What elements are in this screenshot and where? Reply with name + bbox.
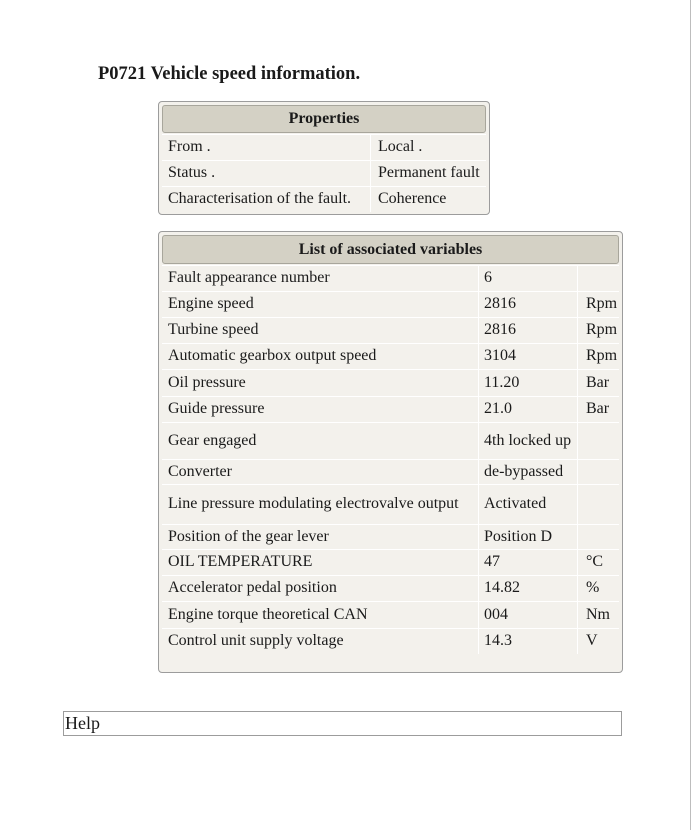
variable-row — [162, 628, 619, 654]
help-field[interactable]: Help — [63, 711, 622, 736]
variable-value: 21.0 — [484, 400, 512, 417]
variable-name: Guide pressure — [168, 400, 265, 417]
page-edge-rule — [690, 0, 691, 830]
variable-name: Engine torque theoretical CAN — [168, 605, 368, 623]
variable-row — [162, 524, 619, 549]
variable-value: Position D — [484, 527, 553, 545]
variable-row — [162, 575, 619, 601]
variable-row — [162, 601, 619, 628]
variable-row — [162, 549, 619, 575]
variable-name: Automatic gearbox output speed — [168, 347, 377, 364]
variable-name: Control unit supply voltage — [168, 632, 344, 649]
property-label: From . — [168, 138, 211, 155]
variable-value: 14.3 — [484, 632, 512, 649]
property-label: Characterisation of the fault. — [168, 190, 352, 207]
variable-name: Accelerator pedal position — [168, 579, 337, 596]
variable-unit — [578, 422, 619, 459]
variables-panel — [158, 231, 623, 673]
variable-value: 47 — [484, 553, 500, 570]
properties-panel — [158, 101, 490, 215]
variable-value: 11.20 — [484, 373, 520, 391]
variable-unit: V — [586, 632, 598, 649]
variable-unit — [578, 265, 619, 291]
variable-row — [162, 484, 619, 524]
variable-unit: Rpm — [586, 347, 618, 364]
variable-value: 004 — [484, 605, 508, 623]
variable-row — [162, 459, 619, 484]
variable-unit: Rpm — [586, 295, 618, 312]
variable-unit — [578, 484, 619, 524]
variable-value: 6 — [484, 269, 492, 286]
property-label: Status . — [168, 164, 216, 181]
variable-row — [162, 291, 619, 317]
variable-name: Gear engaged — [168, 431, 257, 449]
variable-unit — [578, 524, 619, 549]
variable-unit: Bar — [586, 373, 610, 391]
variable-name: OIL TEMPERATURE — [168, 553, 313, 570]
property-value: Local . — [378, 138, 423, 155]
variable-name: Converter — [168, 462, 232, 480]
variable-value: 2816 — [484, 295, 516, 312]
page-title: P0721 Vehicle speed information. — [98, 64, 361, 84]
variable-row — [162, 422, 619, 459]
variable-unit: °C — [586, 553, 604, 570]
properties-row-status — [162, 160, 486, 186]
variable-name: Turbine speed — [168, 321, 259, 338]
variable-unit — [578, 459, 619, 484]
property-value: Permanent fault — [378, 164, 480, 181]
variable-name: Engine speed — [168, 295, 254, 312]
variable-name: Position of the gear lever — [168, 527, 329, 545]
variable-name: Fault appearance number — [168, 269, 330, 286]
variable-unit: Rpm — [586, 321, 618, 338]
variable-value: 4th locked up — [484, 431, 572, 449]
variable-name: Line pressure modulating electrovalve output — [168, 495, 459, 512]
variable-name: Oil pressure — [168, 373, 246, 391]
properties-header: Properties — [162, 105, 486, 133]
variable-unit: % — [586, 579, 600, 596]
properties-row-from — [162, 134, 486, 160]
variables-header: List of associated variables — [162, 235, 619, 264]
variable-row — [162, 369, 619, 396]
variable-row — [162, 343, 619, 369]
variable-value: de-bypassed — [484, 462, 564, 480]
property-value: Coherence — [378, 190, 447, 207]
variable-value: Activated — [484, 495, 547, 512]
variable-row — [162, 317, 619, 343]
variable-value: 2816 — [484, 321, 516, 338]
variable-row — [162, 396, 619, 422]
variable-unit: Nm — [586, 605, 610, 623]
variable-row — [162, 265, 619, 291]
variable-value: 3104 — [484, 347, 516, 364]
variable-value: 14.82 — [484, 579, 520, 596]
properties-row-characterisation — [162, 186, 486, 212]
variable-unit: Bar — [586, 400, 610, 417]
